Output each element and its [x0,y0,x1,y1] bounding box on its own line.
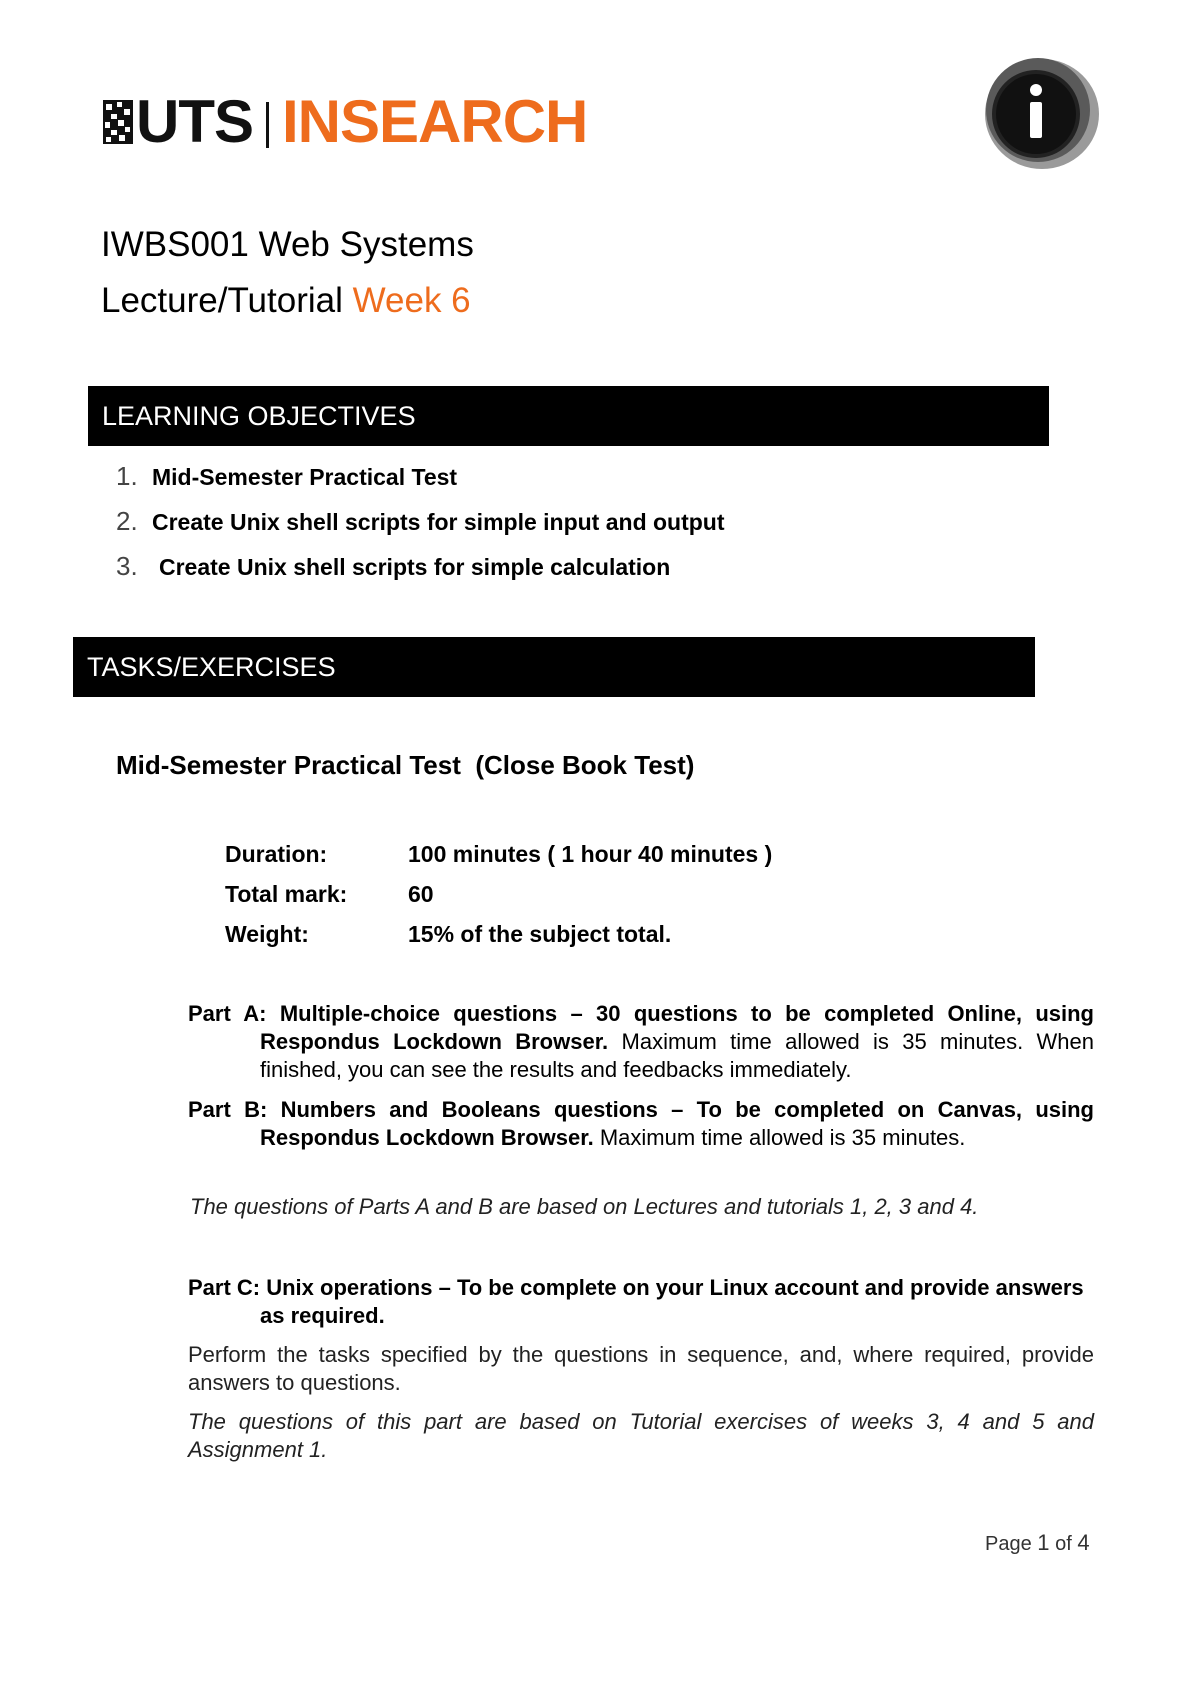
page-number [985,1530,1090,1557]
objective-item [116,461,457,492]
part-a-heading: Part A: Multiple-choice questions – 30 questions to be completed Online, using Respondus Lockdown Browser. [188,1001,1094,1054]
detail-row-total-mark [225,880,434,908]
detail-row-duration [225,840,773,868]
part-b-description [188,1096,1094,1152]
logo-divider [266,102,269,148]
learning-objectives-header [88,386,1049,446]
page-label: Page [985,1533,1038,1555]
part-c-heading: Part C: Unix operations – To be complete on your Linux account and provide answers as required. [188,1275,1084,1328]
objective-text: Mid-Semester Practical Test [152,464,458,490]
part-b-text: Maximum time allowed is 35 minutes. [593,1125,966,1150]
test-title: Mid-Semester Practical Test (Close Book Test) [116,750,695,780]
detail-value: 100 minutes ( 1 hour 40 minutes ) [408,841,773,867]
info-icon [978,52,1102,172]
part-a-text: Maximum time allowed is 35 minutes. When finished, you can see the results and feedbacks immediately. [260,1029,1095,1082]
part-c-text: Perform the tasks specified by the questions in sequence, and, where required, provide answers to questions. [188,1342,1094,1395]
tasks-exercises-heading: TASKS/EXERCISES [87,652,336,682]
learning-objectives-heading: LEARNING OBJECTIVES [102,401,416,431]
detail-value: 15% of the subject total. [408,921,672,947]
logo-uts-text: UTS [136,88,253,155]
detail-label: Duration: [225,841,328,867]
objective-item [116,551,670,582]
subtitle-week: Week 6 [352,281,471,320]
objective-text: Create Unix shell scripts for simple input and output [152,509,725,535]
objective-number: 3. [116,551,138,581]
part-a-description [188,1000,1094,1084]
tasks-exercises-header [73,637,1035,697]
page-of: of [1049,1533,1078,1555]
detail-label: Weight: [225,921,309,947]
uts-logo-mark-icon [103,100,133,144]
detail-label: Total mark: [225,881,348,907]
detail-row-weight [225,920,672,948]
objective-number: 2. [116,506,138,536]
logo-insearch-text: INSEARCH [282,88,588,155]
objective-item [116,506,725,537]
parts-ab-note: The questions of Parts A and B are based on Lectures and tutorials 1, 2, 3 and 4. [190,1194,979,1219]
part-b-heading: Part B: Numbers and Booleans questions – To be completed on Canvas, using Respondus Lockdown Browser. [188,1097,1094,1150]
course-subtitle [101,278,471,324]
part-c-note: The questions of this part are based on Tutorial exercises of weeks 3, 4 and 5 and Assignment 1. [188,1409,1094,1462]
objective-text: Create Unix shell scripts for simple calculation [159,554,671,580]
subtitle-prefix: Lecture/Tutorial [101,281,353,320]
detail-value: 60 [408,881,434,907]
page-current: 1 [1037,1530,1050,1555]
objective-number: 1. [116,461,138,491]
course-title: IWBS001 Web Systems [101,225,474,264]
page-total: 4 [1077,1530,1090,1555]
